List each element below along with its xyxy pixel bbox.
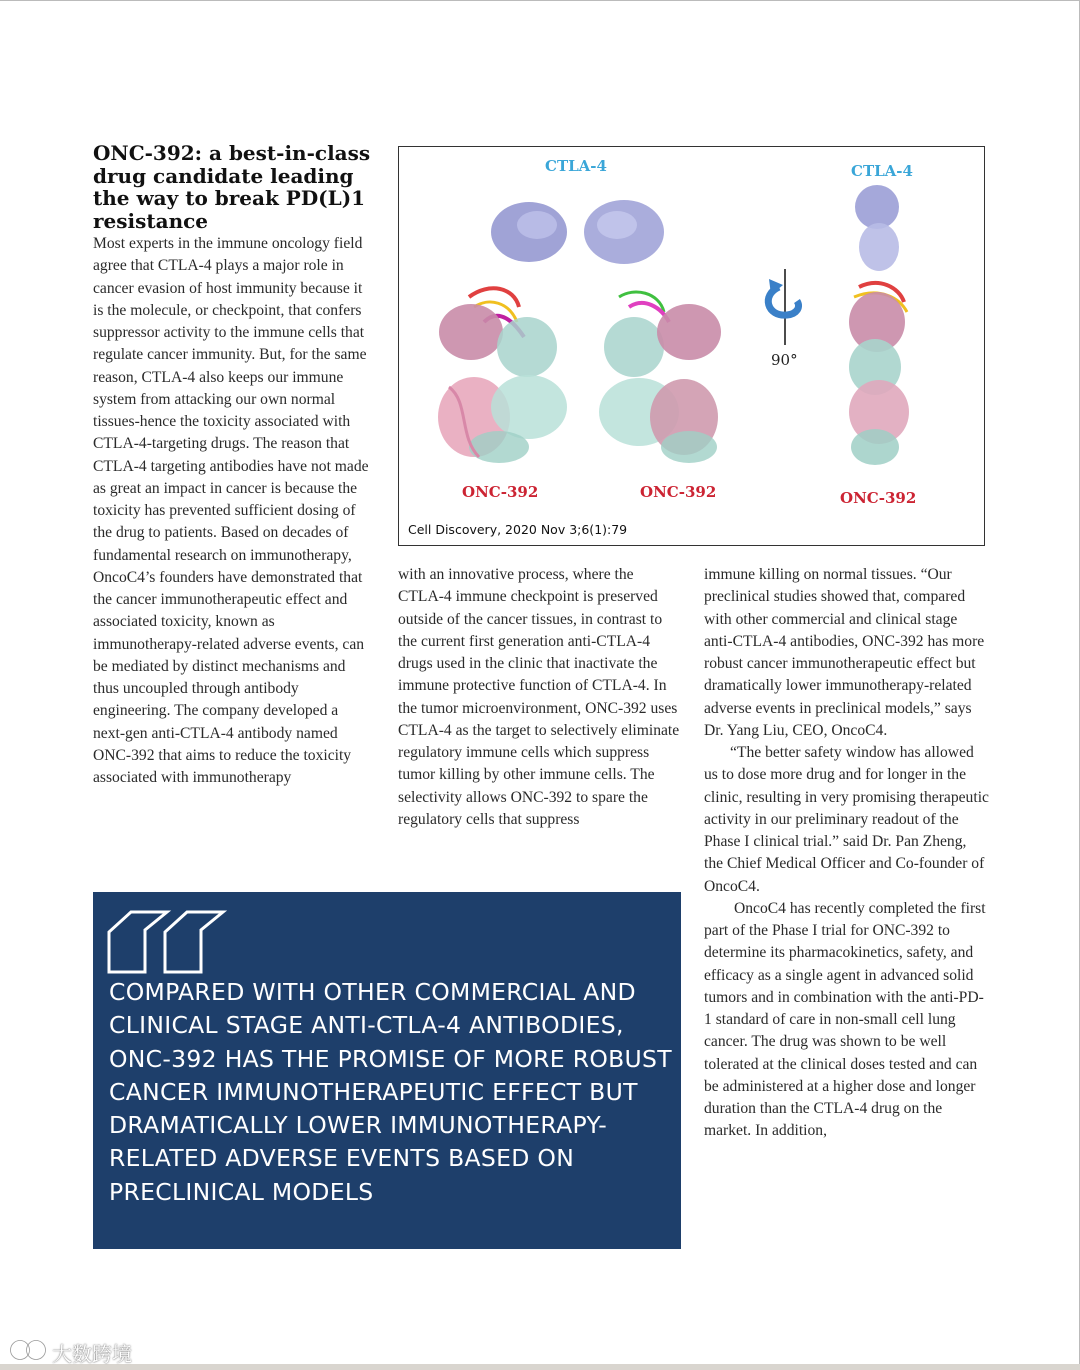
side-view-structure — [849, 185, 909, 465]
ctla4-label-right: CTLA-4 — [851, 162, 913, 180]
article-column-1 — [93, 233, 373, 789]
watermark-logo-icon — [10, 1336, 48, 1364]
ctla4-label-left: CTLA-4 — [545, 157, 607, 175]
quote-mark-icon — [107, 908, 227, 976]
watermark — [10, 1334, 150, 1366]
column-1-paragraph: Most experts in the immune oncology field agree that CTLA-4 plays a major role in cancer evasion of host immunity because it is the molecule, or checkpoint, that confers suppressor activity to the immune cells that regulate cancer immunity. But, for the same reason, CTLA-4 also keeps our immune system from attacking our own normal tissues-hence the toxicity associated with CTLA-4-targeting drugs. The reason that CTLA-4 targeting antibodies have not made as great an impact in cancer is because the toxicity has prevented sufficient dosing of the drug to patients. Based on decades of fundamental research on immunotherapy, OncoC4’s founders have demonstrated that the cancer immunotherapeutic effect and associated toxicity, known as immunotherapy-related adverse events, can be mediated by distinct mechanisms and thus uncoupled through antibody engineering. The company developed a next-gen anti-CTLA-4 antibody named ONC-392 that aims to reduce the toxicity associated with immunotherapy — [93, 235, 369, 786]
rotation-axis-icon — [768, 269, 798, 345]
pull-quote-text: COMPARED WITH OTHER COMMERCIAL AND CLINICAL STAGE ANTI-CTLA-4 ANTIBODIES, ONC-392 HAS THE PROMISE OF MORE ROBUST CANCER IMMUNOTHERAPEUTIC EFFECT BUT DRAMATICALLY LOWER IMMUNOTHERAPY-RELATED ADVERSE EVENTS BASED ON PRECLINICAL MODELS — [109, 978, 672, 1206]
page-top-edge — [0, 0, 1080, 1]
figure-citation: Cell Discovery, 2020 Nov 3;6(1):79 — [408, 522, 628, 537]
right-ribbon-structure — [599, 292, 721, 463]
onc392-label-1: ONC-392 — [462, 483, 539, 501]
column-3-paragraph-1: immune killing on normal tissues. “Our preclinical studies showed that, compared with other commercial and clinical stage anti-CTLA-4 antibodies, ONC-392 has more robust cancer immunotherapeutic effect but dramatically lower immunotherapy-related adverse events in preclinical models,” says Dr. Yang Liu, CEO, OncoC4. — [704, 566, 985, 739]
article-column-2 — [398, 564, 683, 831]
column-2-paragraph: with an innovative process, where the CTLA-4 immune checkpoint is preserved outside of the cancer tissues, in contrast to the current first generation anti-CTLA-4 drugs used in the clinic that inactivate the immune protective function of CTLA-4. In the tumor microenvironment, ONC-392 uses CTLA-4 as the target to selectively eliminate regulatory immune cells which suppress tumor killing by other immune cells. The selectivity allows ONC-392 to spare the regulatory cells that suppress — [398, 566, 680, 828]
column-3-paragraph-3: OncoC4 has recently completed the first part of the Phase I trial for ONC-392 to determine its pharmacokinetics, safety, and efficacy as a single agent in advanced solid tumors and in combination with the anti-PD-1 standard of care in non-small cell lung cancer. The drug was shown to be well tolerated at the clinical doses tested and can be administered at a higher dose and longer duration than the CTLA-4 drug on the market. In addition, — [704, 899, 986, 1140]
rotation-degree-label: 90° — [771, 351, 798, 369]
page-bottom-edge — [0, 1364, 1080, 1370]
onc392-label-2: ONC-392 — [640, 483, 717, 501]
protein-structure-figure — [398, 146, 985, 546]
article-column-3 — [704, 564, 989, 1143]
article-headline: ONC-392: a best-in-class drug candidate leading the way to break PD(L)1 resistance — [93, 141, 371, 233]
column-3-paragraph-2: “The better safety window has allowed us to dose more drug and for longer in the clinic, resulting in very promising therapeutic activity in our preliminary readout of the Phase I clinical trial.” said Dr. Pan Zheng, the Chief Medical Officer and Co-founder of OncoC4. — [704, 744, 989, 895]
pull-quote-box — [93, 892, 681, 1249]
onc392-label-3: ONC-392 — [840, 489, 917, 507]
watermark-text: 大数跨境 — [52, 1342, 132, 1366]
